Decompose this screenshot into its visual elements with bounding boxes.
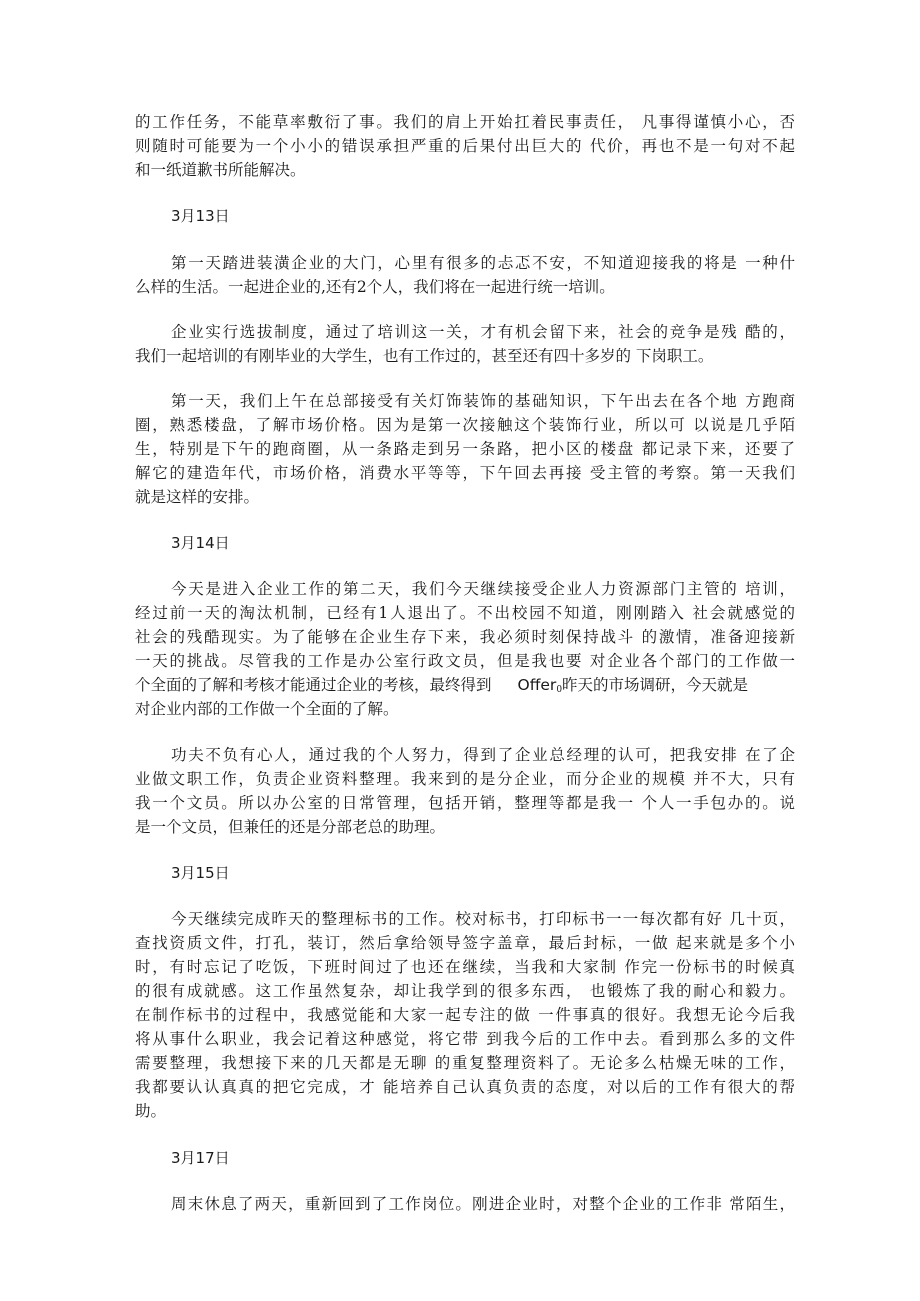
paragraph-line: 么样的生活。一起进企业的,还有2个人，我们将在一起进行统一培训。 xyxy=(135,278,615,296)
paragraph-line: 解它的建造年代，市场价格，消费水平等等，下午回去再接 受主管的考察。第一天我们 xyxy=(135,464,795,482)
paragraph-line: 今天继续完成昨天的整理标书的工作。校对标书，打印标书一一每次都有好 几十页， xyxy=(171,910,795,928)
paragraph-line: 的很有成就感。这工作虽然复杂，却让我学到的很多东西， 也锻炼了我的耐心和毅力。 xyxy=(135,982,795,1000)
paragraph-line: 生，特别是下午的跑商圈，从一条路走到另一条路，把小区的楼盘 都记录下来，还要了 xyxy=(135,440,795,458)
paragraph-line: 业做文职工作，负责企业资料整理。我来到的是分企业，而分企业的规模 并不大，只有 xyxy=(135,770,795,788)
paragraph-line: 今天是进入企业工作的第二天，我们今天继续接受企业人力资源部门主管的 培训， xyxy=(171,580,795,598)
paragraph-line: 是一个文员，但兼任的还是分部老总的助理。 xyxy=(135,818,446,836)
paragraph-line: 第一天踏进装潢企业的大门，心里有很多的忐忑不安，不知道迎接我的将是 一种什 xyxy=(171,254,795,272)
paragraph-line: 助。 xyxy=(135,1102,167,1120)
text-segment: 昨天的市场调研，今天就是 xyxy=(562,676,749,694)
date-heading: 3月14日 xyxy=(171,534,230,552)
paragraph-line: 的工作任务，不能草率敷衍了事。我们的肩上开始扛着民事责任， 凡事得谨慎小心，否 xyxy=(135,113,795,131)
paragraph-line: 功夫不负有心人，通过我的个人努力，得到了企业总经理的认可，把我安排 在了企 xyxy=(171,746,795,764)
paragraph-line: 一天的挑战。尽管我的工作是办公室行政文员，但是我也要 对企业各个部门的工作做一 xyxy=(135,652,795,670)
paragraph-line: 我都要认认真真的把它完成，才 能培养自己认真负责的态度，对以后的工作有很大的帮 xyxy=(135,1078,795,1096)
paragraph-line: 和一纸道歉书所能解决。 xyxy=(135,161,306,179)
paragraph-line: 则随时可能要为一个小小的错误承担严重的后果付出巨大的 代价，再也不是一句对不起 xyxy=(135,137,795,155)
paragraph-line: 周末休息了两天，重新回到了工作岗位。刚进企业时，对整个企业的工作非 常陌生， xyxy=(171,1195,795,1213)
paragraph-line xyxy=(135,673,795,697)
paragraph-line: 查找资质文件，打孔，装订，然后拿给领导签字盖章，最后封标，一做 起来就是多个小 xyxy=(135,934,795,952)
offer-word: Offer xyxy=(517,676,557,694)
offer-subscript: 0 xyxy=(556,685,563,695)
paragraph-line: 圈，熟悉楼盘，了解市场价格。因为是第一次接触这个装饰行业，所以可 以说是几乎陌 xyxy=(135,416,795,434)
paragraph-line: 我一个文员。所以办公室的日常管理，包括开销，整理等都是我一 个人一手包办的。说 xyxy=(135,794,795,812)
paragraph-line: 经过前一天的淘汰机制，已经有1人退出了。不出校园不知道，刚刚踏入 社会就感觉的 xyxy=(135,604,795,622)
paragraph-line: 就是这样的安排。 xyxy=(135,488,260,506)
paragraph-line: 在制作标书的过程中，我感觉能和大家一起专注的做 一件事真的很好。我想无论今后我 xyxy=(135,1006,795,1024)
paragraph-line: 时，有时忘记了吃饭，下班时间过了也还在继续，当我和大家制 作完一份标书的时候真 xyxy=(135,958,795,976)
paragraph-line: 第一天，我们上午在总部接受有关灯饰装饰的基础知识，下午出去在各个地 方跑商 xyxy=(171,392,795,410)
text-segment: 个全面的了解和考核才能通过企业的考核，最终得到 xyxy=(135,676,492,694)
date-heading: 3月15日 xyxy=(171,864,230,882)
paragraph-line: 企业实行选拔制度，通过了培训这一关，才有机会留下来，社会的竞争是残 酷的， xyxy=(171,323,795,341)
date-heading: 3月13日 xyxy=(171,207,230,225)
paragraph-line: 对企业内部的工作做一个全面的了解。 xyxy=(135,700,399,718)
paragraph-line: 需要整理，我想接下来的几天都是无聊 的重复整理资料了。无论多么枯燥无味的工作， xyxy=(135,1054,795,1072)
paragraph-line: 社会的残酷现实。为了能够在企业生存下来，我必须时刻保持战斗 的激情，准备迎接新 xyxy=(135,628,795,646)
date-heading: 3月17日 xyxy=(171,1149,230,1167)
paragraph-line: 我们一起培训的有刚毕业的大学生，也有工作过的，甚至还有四十多岁的 下岗职工。 xyxy=(135,347,714,365)
paragraph-line: 将从事什么职业，我会记着这种感觉，将它带 到我今后的工作中去。看到那么多的文件 xyxy=(135,1030,795,1048)
